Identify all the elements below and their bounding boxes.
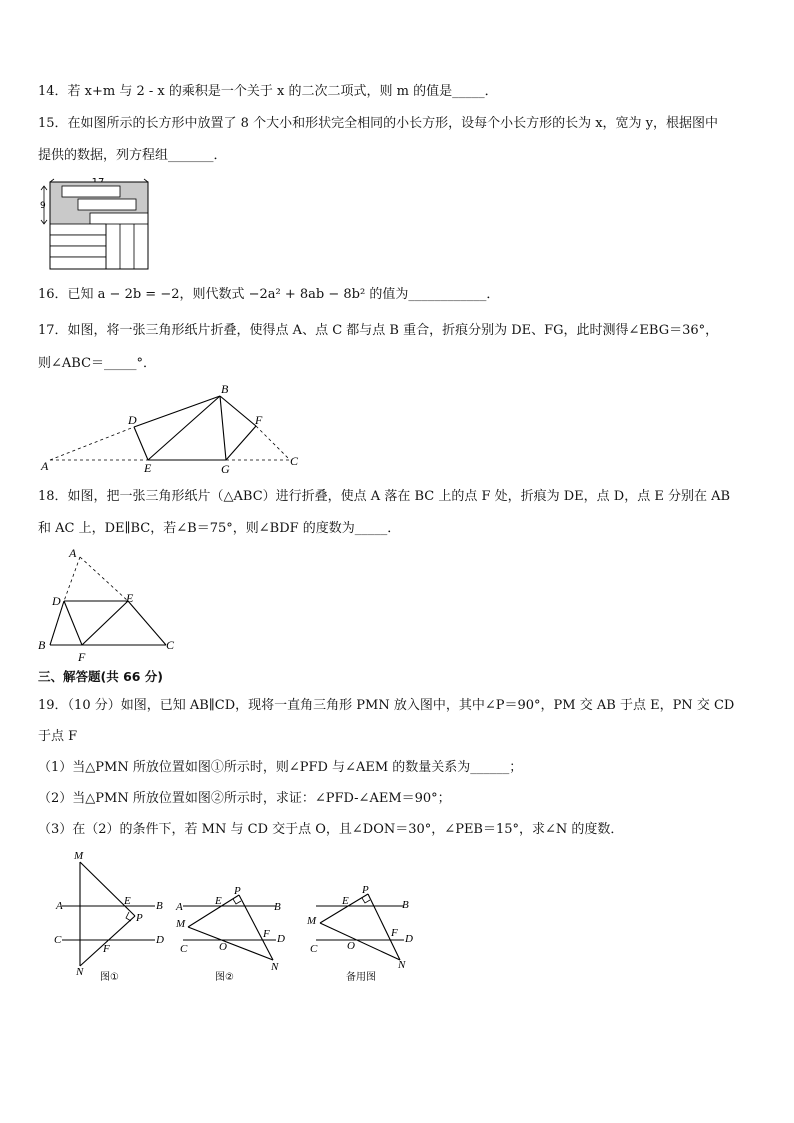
fig1-label-B: B: [156, 900, 163, 912]
question-16: 16．已知 a − 2b = −2，则代数式 −2a² + 8ab − 8b² 的值为____________．: [38, 287, 500, 302]
spare-caption: 备用图: [346, 972, 376, 983]
fig1-label-A: A: [56, 900, 63, 912]
question-15-line1: 15．在如图所示的长方形中放置了 8 个大小和形状完全相同的小长方形，设每个小长方形的长为 x，宽为 y，根据图中: [38, 116, 719, 131]
question-19-part1: （1）当△PMN 所放位置如图①所示时，则∠PFD 与∠AEM 的数量关系为______；: [38, 760, 523, 775]
fig1-label-N: N: [76, 966, 84, 978]
fig1-label-M: M: [74, 850, 84, 862]
fig1-label-C: C: [54, 934, 62, 946]
q17-label-D: D: [128, 413, 137, 427]
spare-label-C: C: [310, 943, 318, 955]
question-19-part3: （3）在（2）的条件下，若 MN 与 CD 交于点 O，且∠DON＝30°，∠PEB＝15°，求∠N 的度数．: [38, 822, 624, 837]
q18-label-E: E: [126, 591, 134, 605]
spare-label-M: M: [307, 915, 317, 927]
q17-label-B: B: [221, 382, 229, 396]
question-19-part2: （2）当△PMN 所放位置如图②所示时，求证：∠PFD-∠AEM＝90°；: [38, 791, 451, 806]
q19-figure-2: [173, 880, 293, 983]
q17-label-E: E: [144, 461, 152, 475]
q17-label-F: F: [255, 413, 263, 427]
fig2-label-F: F: [263, 928, 270, 940]
spare-label-O: O: [347, 940, 355, 952]
q18-label-B: B: [38, 638, 46, 652]
question-19-line1: 19．（10 分）如图，已知 AB∥CD，现将一直角三角形 PMN 放入图中，其中∠P＝90°，PM 交 AB 于点 E，PN 交 CD: [38, 698, 735, 713]
question-19-line2: 于点 F: [38, 729, 78, 744]
fig2-label-M: M: [176, 918, 186, 930]
section-3-heading: 三、解答题(共 66 分): [38, 669, 164, 684]
spare-label-B: B: [402, 899, 409, 911]
q18-fold-triangle-figure: [36, 545, 186, 667]
fig2-label-A: A: [176, 901, 183, 913]
fig1-label-E: E: [124, 895, 131, 907]
fig2-label-B: B: [274, 901, 281, 913]
question-14: 14．若 x+m 与 2 - x 的乘积是一个关于 x 的二次二项式，则 m 的值是_____．: [38, 84, 498, 99]
fig2-label-P: P: [234, 885, 241, 897]
fig1-label-P: P: [136, 912, 143, 924]
q19-spare-figure: [302, 880, 427, 983]
question-18-line2: 和 AC 上，DE∥BC，若∠B＝75°，则∠BDF 的度数为_____．: [38, 521, 401, 536]
q18-label-A: A: [69, 546, 77, 560]
q17-label-C: C: [290, 454, 299, 468]
spare-label-F: F: [391, 927, 398, 939]
q18-label-F: F: [78, 650, 86, 664]
q18-label-C: C: [166, 638, 175, 652]
q17-fold-triangle-figure: [38, 380, 308, 475]
q15-rectangle-figure: [38, 172, 153, 272]
question-15-line2: 提供的数据，列方程组_______．: [38, 148, 227, 163]
question-17-line1: 17．如图，将一张三角形纸片折叠，使得点 A、点 C 都与点 B 重合，折痕分别为 DE、FG，此时测得∠EBG＝36°，: [38, 323, 719, 338]
fig2-label-D: D: [277, 933, 285, 945]
fig1-caption: 图①: [100, 972, 119, 983]
fig2-caption: 图②: [215, 972, 234, 983]
fig2-label-C: C: [180, 943, 188, 955]
fig1-label-F: F: [103, 943, 110, 955]
fig1-label-D: D: [156, 934, 164, 946]
spare-label-D: D: [405, 933, 413, 945]
q17-label-A: A: [41, 459, 49, 473]
q19-figure-1: [50, 848, 175, 983]
fig2-label-N: N: [271, 961, 279, 973]
question-18-line1: 18．如图，把一张三角形纸片（△ABC）进行折叠，使点 A 落在 BC 上的点 F 处，折痕为 DE，点 D，点 E 分别在 AB: [38, 489, 731, 504]
fig2-label-O: O: [219, 941, 227, 953]
q17-label-G: G: [221, 462, 230, 476]
q18-label-D: D: [52, 594, 61, 608]
fig2-label-E: E: [215, 895, 222, 907]
question-17-line2: 则∠ABC＝_____°．: [38, 356, 157, 371]
spare-label-E: E: [342, 895, 349, 907]
spare-label-P: P: [362, 884, 369, 896]
q15-height-label: 9: [40, 201, 46, 211]
spare-label-N: N: [398, 959, 406, 971]
